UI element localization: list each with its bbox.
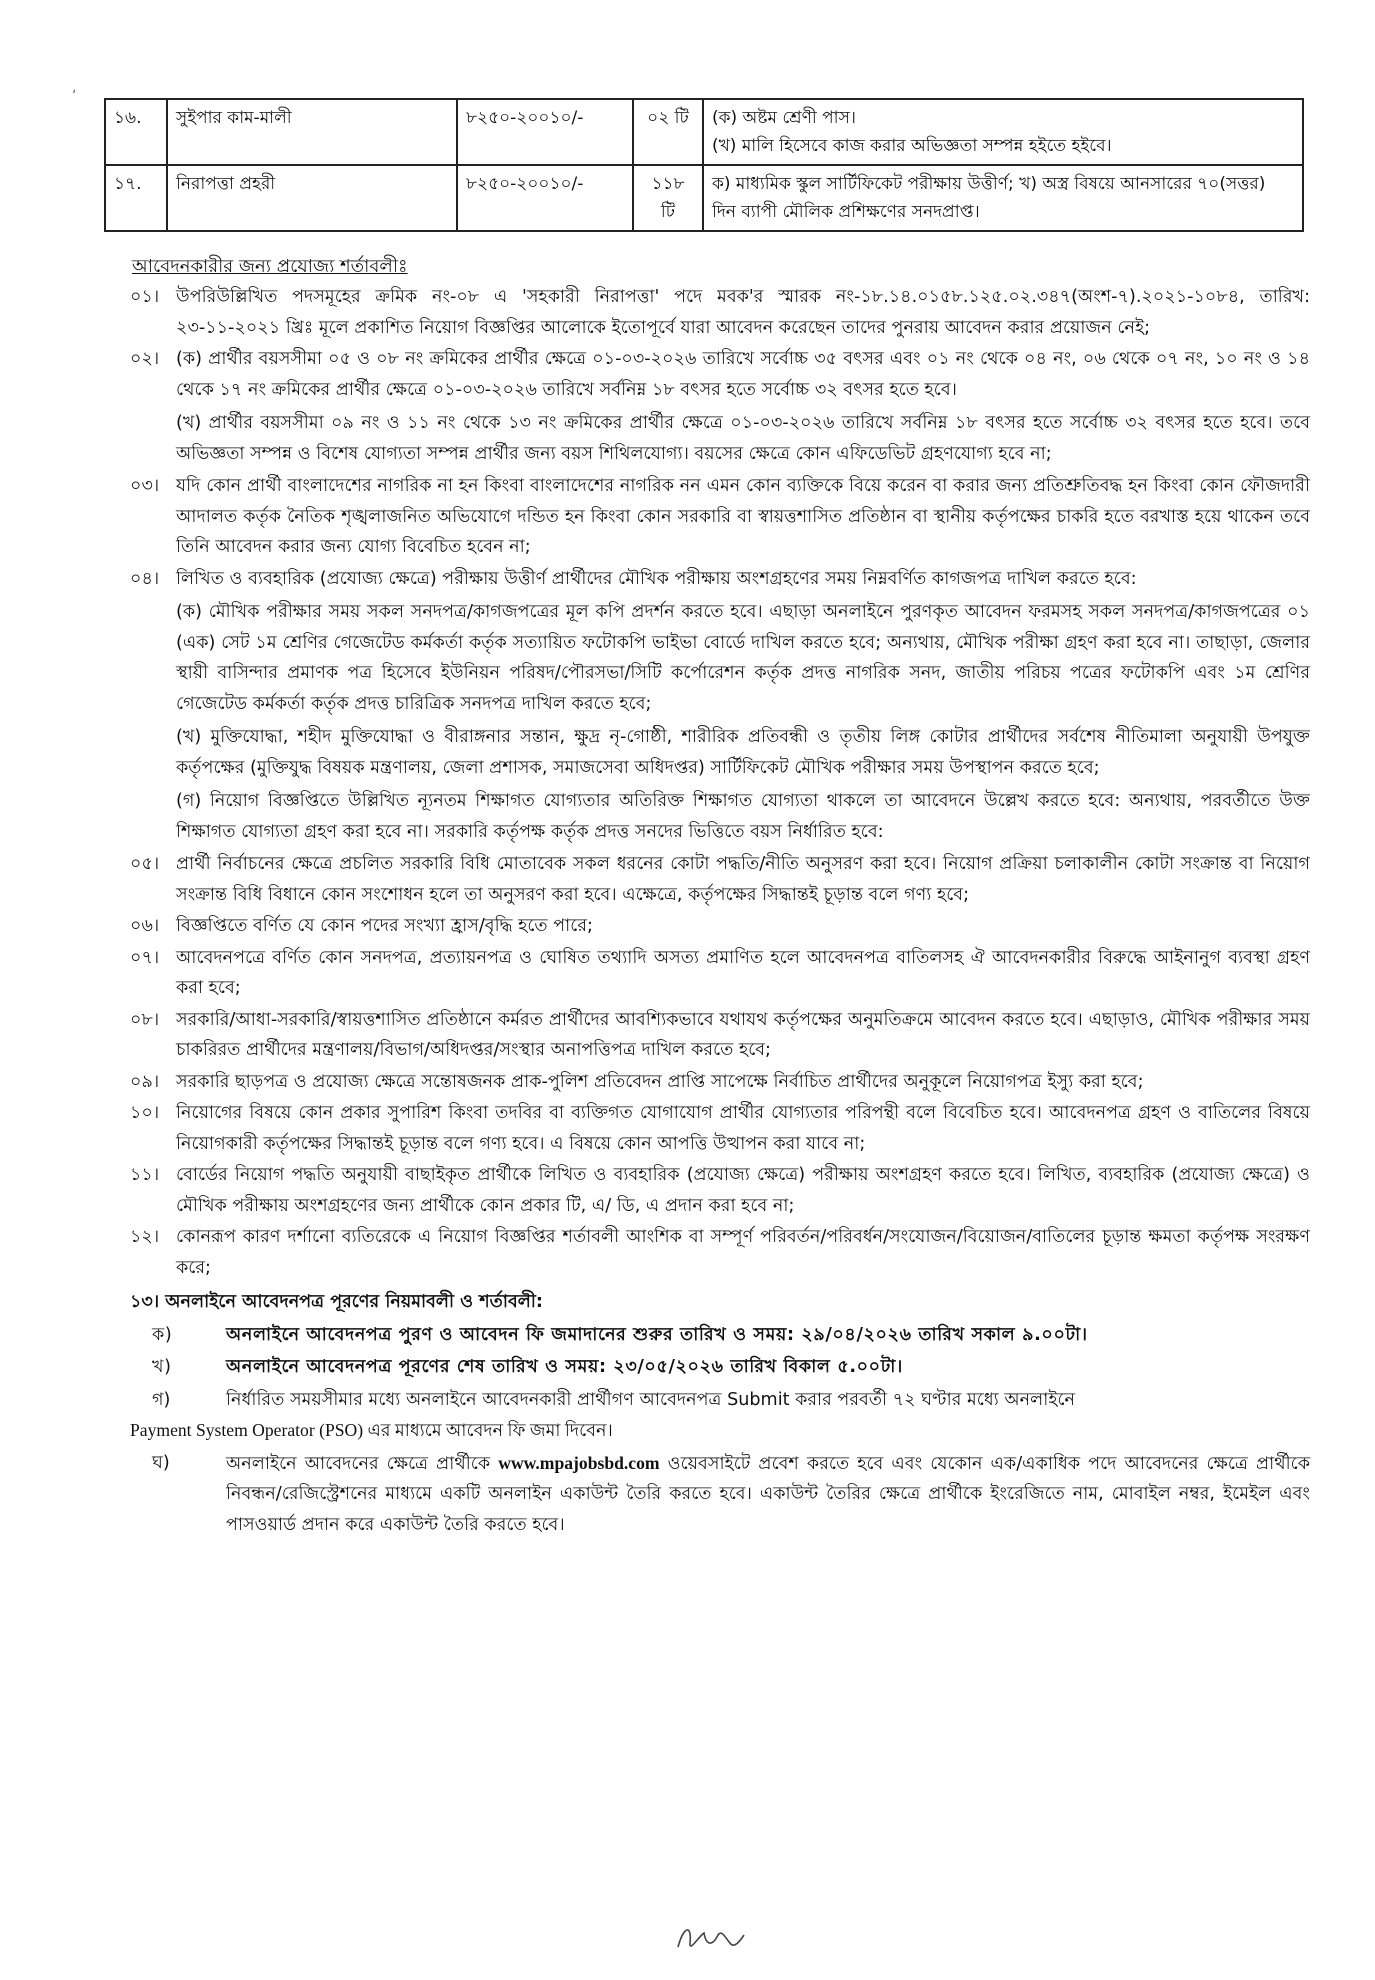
rule-text-continued: ওয়েবসাইটে প্রবেশ করতে হবে এবং যেকোন এক/একাধিক পদে আবেদনের ক্ষেত্রে প্রার্থীকে নিবন্ধন/রেজিস্ট্রেশনের মাধ্যমে একটি অনলাইন একাউন্ট তৈরি করতে হবে। একাউন্ট তৈরির ক্ষেত্রে প্রার্থীকে ইংরেজিতে নাম, মোবাইল নম্বর, ইমেইল এবং পাসওয়ার্ড প্রদান করে একাউন্ট তৈরি করতে হবে। [226,1453,1311,1535]
rule-text: অনলাইনে আবেদনের ক্ষেত্রে প্রার্থীকে [226,1453,491,1474]
conditions-list [130,282,1310,1542]
clause-02 [130,344,1310,469]
signature-mark [670,1895,750,1965]
clause-text: সরকারি ছাড়পত্র ও প্রযোজ্য ক্ষেত্রে সন্তোষজনক প্রাক-পুলিশ প্রতিবেদন প্রাপ্তি সাপেক্ষে নির্বাচিত প্রার্থীদের অনুকূলে নিয়োগপত্র ইস্যু করা হবে; [176,1071,1144,1092]
clause-subtext: (খ) মুক্তিযোদ্ধা, শহীদ মুক্তিযোদ্ধা ও বীরাঙ্গনার সন্তান, ক্ষুদ্র নৃ-গোষ্ঠী, শারীরিক প্রতিবন্ধী ও তৃতীয় লিঙ্গ কোটার প্রার্থীদের সর্বশেষ নীতিমালা অনুযায়ী উপযুক্ত কর্তৃপক্ষের (মুক্তিযুদ্ধ বিষয়ক মন্ত্রণালয়, জেলা প্রশাসক, সমাজসেবা অধিদপ্তর) সার্টিফিকেট মৌখিক পরীক্ষার সময় উপস্থাপন করতে হবে; [176,727,1310,778]
clause-number: ০২। [130,349,160,369]
clause-07 [130,943,1310,1004]
scan-mark: ‘ [72,88,77,104]
clause-number: ০৫। [130,854,160,874]
rule-letter: গ) [152,1389,171,1410]
clause-text: প্রার্থী নির্বাচনের ক্ষেত্রে প্রচলিত সরকারি বিধি মোতাবেক সকল ধরনের কোটা পদ্ধতি/নীতি অনুসরণ করা হবে। নিয়োগ প্রক্রিয়া চলাকালীন কোটা সংক্রান্ত বা নিয়োগ সংক্রান্ত বিধি বিধানে কোন সংশোধন হলে তা অনুসরণ করা হবে। এক্ষেত্রে, কর্তৃপক্ষের সিদ্ধান্তই চূড়ান্ত বলে গণ্য হবে; [176,854,1310,905]
online-rule-fee [130,1385,1310,1446]
rule-text: অনলাইনে আবেদনপত্র পুরণ ও আবেদন ফি জমাদানের শুরুর তারিখ ও সময়: ২৯/০৪/২০২৬ তারিখ সকাল ৯.০০টা। [226,1324,1088,1345]
rule-text: নির্ধারিত সময়সীমার মধ্যে অনলাইনে আবেদনকারী প্রার্থীগণ আবেদনপত্র Submit করার পরবর্তী ৭২ ঘণ্টার মধ্যে অনলাইনে [226,1389,1076,1410]
serial-cell: ১৭. [105,165,167,231]
clause-number: ০৬। [130,916,160,936]
post-count-cell: ১১৮ টি [633,165,703,231]
clause-text: বোর্ডের নিয়োগ পদ্ধতি অনুযায়ী বাছাইকৃত প্রার্থীকে লিখিত ও ব্যবহারিক (প্রযোজ্য ক্ষেত্রে) পরীক্ষায় অংশগ্রহণ করতে হবে। লিখিত, ব্যবহারিক (প্রযোজ্য ক্ষেত্রে) ও মৌখিক পরীক্ষায় অংশগ্রহণের জন্য প্রার্থীকে কোন প্রকার টি, এ/ ডি, এ প্রদান করা হবে না; [176,1165,1310,1216]
clause-subtext: (খ) প্রার্থীর বয়সসীমা ০৯ নং ও ১১ নং থেকে ১৩ নং ক্রমিকের প্রার্থীর ক্ষেত্রে ০১-০৩-২০২৬ তারিখে সর্বনিম্ন ১৮ বৎসর হতে সর্বোচ্চ ৩২ বৎসর হতে হবে। তবে অভিজ্ঞতা সম্পন্ন ও বিশেষ যোগ্যতা সম্পন্ন প্রার্থীর জন্য বয়স শিথিলযোগ্য। বয়সের ক্ষেত্রে কোন এফিডেভিট গ্রহণযোগ্য হবে না; [176,413,1310,464]
clause-text: লিখিত ও ব্যবহারিক (প্রযোজ্য ক্ষেত্রে) পরীক্ষায় উত্তীর্ণ প্রার্থীদের মৌখিক পরীক্ষায় অংশগ্রহণের সময় নিম্নবর্ণিত কাগজপত্র দাখিল করতে হবে: [176,568,1137,589]
clause-number: ০৩। [130,476,160,496]
serial-cell: ১৬. [105,99,167,165]
clause-03 [130,471,1310,563]
online-rules-heading: ১৩। অনলাইনে আবেদনপত্র পূরণের নিয়মাবলী ও শর্তাবলী: [130,1292,543,1312]
clause-05 [130,849,1310,910]
clause-number: ০১। [130,287,160,307]
qualification-line: (খ) মালি হিসেবে কাজ করার অভিজ্ঞতা সম্পন্ন হইতে হইবে। [712,136,1112,156]
clause-text: নিয়োগের বিষয়ে কোন প্রকার সুপারিশ কিংবা তদবির বা ব্যক্তিগত যোগাযোগ প্রার্থীর যোগ্যতার পরিপন্থী বলে বিবেচিত হবে। আবেদনপত্র গ্রহণ ও বাতিলের বিষয়ে নিয়োগকারী কর্তৃপক্ষের সিদ্ধান্তই চূড়ান্ত বলে গণ্য হবে। এ বিষয়ে কোন আপত্তি উত্থাপন করা যাবে না; [176,1103,1310,1154]
rule-letter: ঘ) [152,1452,170,1473]
clause-text: যদি কোন প্রার্থী বাংলাদেশের নাগরিক না হন কিংবা বাংলাদেশের নাগরিক নন এমন কোন ব্যক্তিকে বিয়ে করেন বা করার জন্য প্রতিশ্রুতিবদ্ধ হন কিংবা কোন ফৌজদারী আদালত কর্তৃক নৈতিক শৃঙ্খলাজনিত অভিযোগে দন্ডিত হন কিংবা কোন সরকারি বা স্বায়ত্তশাসিত প্রতিষ্ঠান বা স্থানীয় কর্তৃপক্ষের চাকরি হতে বরখাস্ত হয়ে থাকেন তবে তিনি আবেদন করার জন্য যোগ্য বিবেচিত হবেন না; [176,476,1310,557]
clause-text: সরকারি/আধা-সরকারি/স্বায়ত্তশাসিত প্রতিষ্ঠানে কর্মরত প্রার্থীদের আবশ্যিকভাবে যথাযথ কর্তৃপক্ষের অনুমতিক্রমে আবেদন করতে হবে। এছাড়াও, মৌখিক পরীক্ষার সময় চাকরিরত প্রার্থীদের মন্ত্রণালয়/বিভাগ/অধিদপ্তর/সংস্থার অনাপত্তিপত্র দাখিল করতে হবে; [176,1009,1310,1060]
clause-09 [130,1067,1310,1098]
clause-subtext: (ক) মৌখিক পরীক্ষার সময় সকল সনদপত্র/কাগজপত্রের মূল কপি প্রদর্শন করতে হবে। এছাড়া অনলাইনে পুরণকৃত আবেদন ফরমসহ সকল সনদপত্র/কাগজপত্রের ০১ (এক) সেট ১ম শ্রেণির গেজেটেড কর্মকর্তা কর্তৃক সত্যায়িত ফটোকপি ভাইভা বোর্ডে দাখিল করতে হবে; অন্যথায়, মৌখিক পরীক্ষা গ্রহণ করা হবে না। তাছাড়া, জেলার স্থায়ী বাসিন্দার প্রমাণক পত্র হিসেবে ইউনিয়ন পরিষদ/পৌরসভা/সিটি কর্পোরেশন কর্তৃক প্রদত্ত নাগরিক সনদ, জাতীয় পরিচয় পত্রের ফটোকপি এবং ১ম শ্রেণির গেজেটেড কর্মকর্তা কর্তৃক প্রদত্ত চারিত্রিক সনদপত্র দাখিল করতে হবে; [176,602,1310,714]
clause-12 [130,1222,1310,1283]
clause-number: ০৯। [130,1071,160,1092]
clause-number: ১২। [130,1227,160,1247]
table-row [105,165,1303,231]
website-link[interactable]: www.mpajobsbd.com [498,1452,660,1473]
post-name-cell: নিরাপত্তা প্রহরী [167,165,457,231]
clause-number: ১১। [130,1165,160,1185]
clause-04 [130,564,1310,848]
table-row [105,99,1303,165]
clause-08 [130,1005,1310,1066]
pay-scale-cell: ৮২৫০-২০০১০/- [457,99,633,165]
qualification-line: (ক) অষ্টম শ্রেণী পাস। [712,108,856,128]
online-rule-start [130,1320,1310,1351]
clause-01 [130,282,1310,343]
clause-11 [130,1160,1310,1221]
online-rule-account [130,1448,1310,1541]
clause-number: ১০। [130,1103,160,1123]
rule-letter: ক) [152,1324,173,1345]
clause-text: আবেদনপত্রে বর্ণিত কোন সনদপত্র, প্রত্যায়নপত্র ও ঘোষিত তথ্যাদি অসত্য প্রমাণিত হলে আবেদনপত্র বাতিলসহ ঐ আবেদনকারীর বিরুদ্ধে আইনানুগ ব্যবস্থা গ্রহণ করা হবে; [176,947,1310,998]
post-count-cell: ০২ টি [633,99,703,165]
clause-number: ০৭। [130,947,160,968]
conditions-heading: আবেদনকারীর জন্য প্রযোজ্য শর্তাবলীঃ [132,256,408,277]
online-rule-end [130,1352,1310,1383]
rule-letter: খ) [152,1357,172,1377]
clause-text: উপরিউল্লিখিত পদসমূহের ক্রমিক নং-০৮ এ 'সহকারী নিরাপত্তা' পদে মবক'র স্মারক নং-১৮.১৪.০১৫৮.১২৫.০২.৩৪৭(অংশ-৭).২০২১-১০৮৪, তারিখ: ২৩-১১-২০২১ খ্রিঃ মূলে প্রকাশিত নিয়োগ বিজ্ঞপ্তির আলোকে ইতোপূর্বে যারা আবেদন করেছেন তাদের পুনরায় আবেদন করার প্রয়োজন নেই; [176,287,1310,338]
clause-text: (ক) প্রার্থীর বয়সসীমা ০৫ ও ০৮ নং ক্রমিকের প্রার্থীর ক্ষেত্রে ০১-০৩-২০২৬ তারিখে সর্বোচ্চ ৩৫ বৎসর এবং ০১ নং থেকে ০৪ নং, ০৬ থেকে ০৭ নং, ১০ নং ও ১৪ থেকে ১৭ নং ক্রমিকের প্রার্থীর ক্ষেত্রে ০১-০৩-২০২৬ তারিখে সর্বনিম্ন ১৮ বৎসর হতে সর্বোচ্চ ৩২ বৎসর হতে হবে। [176,349,1310,400]
clause-subtext: (গ) নিয়োগ বিজ্ঞপ্তিতে উল্লিখিত ন্যূনতম শিক্ষাগত যোগ্যতার অতিরিক্ত শিক্ষাগত যোগ্যতা থাকলে তা আবেদনে উল্লেখ করতে হবে: অন্যথায়, পরবর্তীতে উক্ত শিক্ষাগত যোগ্যতা গ্রহণ করা হবে না। সরকারি কর্তৃপক্ষ কর্তৃক প্রদত্ত সনদের ভিত্তিতে বয়স নির্ধারিত হবে: [176,791,1310,842]
clause-number: ০৮। [130,1009,160,1030]
rule-text: অনলাইনে আবেদনপত্র পূরণের শেষ তারিখ ও সময়: ২৩/০৫/২০২৬ তারিখ বিকাল ৫.০০টা। [226,1357,903,1377]
qualification-cell: ক) মাধ্যমিক স্কুল সার্টিফিকেট পরীক্ষায় উত্তীর্ণ; খ) অস্ত্র বিষয়ে আনসারের ৭০(সত্তর) দিন ব্যাপী মৌলিক প্রশিক্ষণের সনদপ্রাপ্ত। [703,165,1303,231]
rule-text-continued: Payment System Operator (PSO) এর মাধ্যমে আবেদন ফি জমা দিবেন। [130,1420,613,1440]
qualification-cell [703,99,1303,165]
clause-text: বিজ্ঞপ্তিতে বর্ণিত যে কোন পদের সংখ্যা হ্রাস/বৃদ্ধি হতে পারে; [176,916,593,936]
post-name-cell: সুইপার কাম-মালী [167,99,457,165]
posts-table [104,98,1304,232]
pay-scale-cell: ৮২৫০-২০০১০/- [457,165,633,231]
clause-number: ০৪। [130,568,160,589]
clause-06 [130,911,1310,942]
clause-10 [130,1098,1310,1159]
clause-text: কোনরূপ কারণ দর্শানো ব্যতিরেকে এ নিয়োগ বিজ্ঞপ্তির শর্তাবলী আংশিক বা সম্পূর্ণ পরিবর্তন/পরিবর্ধন/সংযোজন/বিয়োজন/বাতিলের চূড়ান্ত ক্ষমতা কর্তৃপক্ষ সংরক্ষণ করে; [176,1227,1310,1278]
